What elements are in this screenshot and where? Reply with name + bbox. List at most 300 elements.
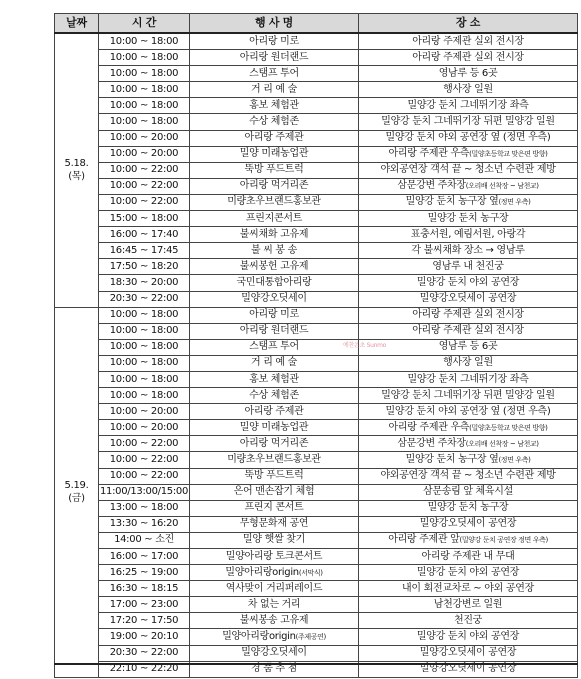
event-cell: [190, 500, 359, 516]
time-text: 10:00 ~ 18:00: [109, 389, 179, 401]
table-row: [55, 227, 578, 243]
table-row: [55, 82, 578, 98]
time-cell: [99, 500, 190, 516]
schedule-body: [55, 33, 578, 677]
place-cell: [359, 597, 578, 613]
event-text: 아리랑 원더랜드: [239, 51, 309, 63]
place-text: 밀양강 둔치 농구장 옆: [405, 453, 499, 465]
event-cell: [190, 565, 359, 581]
table-row: [55, 532, 578, 548]
place-cell: [359, 629, 578, 645]
place-cell: [359, 420, 578, 436]
time-text: 10:00 ~ 18:00: [109, 83, 179, 95]
table-row: [55, 371, 578, 387]
time-text: 14:00 ~ 소진: [114, 534, 174, 546]
place-cell: [359, 339, 578, 355]
time-text: 10:00 ~ 18:00: [109, 325, 179, 337]
place-cell: [359, 291, 578, 307]
place-cell: [359, 211, 578, 227]
time-text: 15:00 ~ 18:00: [109, 212, 179, 224]
table-row: [55, 549, 578, 565]
place-text: 밀양강 둔치 야외 공연장 옆 (정면 우측): [385, 132, 551, 144]
time-cell: [99, 66, 190, 82]
time-text: 10:00 ~ 20:00: [109, 421, 179, 433]
time-cell: [99, 194, 190, 210]
time-text: 10:00 ~ 18:00: [109, 341, 179, 353]
event-text: 홍보 체험관: [249, 373, 299, 385]
time-text: 10:00 ~ 22:00: [109, 196, 179, 208]
event-cell: [190, 291, 359, 307]
place-cell: [359, 404, 578, 420]
place-text: 아리랑 주제관 앞: [388, 534, 460, 546]
time-cell: [99, 371, 190, 387]
place-text: 야외공연장 객석 끝 ~ 청소년 수련관 제방: [380, 470, 556, 482]
place-text: 밀양강 둔치 그네뛰기장 좌측: [407, 373, 529, 385]
date-label: 5.19.: [64, 480, 89, 492]
time-cell: [99, 581, 190, 597]
time-cell: [99, 549, 190, 565]
time-cell: [99, 50, 190, 66]
table-row: [55, 66, 578, 82]
time-cell: [99, 146, 190, 162]
table-bottom-rule: [54, 663, 578, 665]
table-row: [55, 436, 578, 452]
time-text: 20:30 ~ 22:00: [109, 647, 179, 659]
event-cell: [190, 549, 359, 565]
place-note: (오리배 선착장 ~ 남천교): [465, 439, 539, 448]
time-cell: [99, 33, 190, 50]
event-text: 불 씨 봉 송: [250, 244, 298, 256]
time-cell: [99, 98, 190, 114]
event-cell: [190, 355, 359, 371]
place-cell: [359, 452, 578, 468]
place-cell: [359, 50, 578, 66]
time-cell: [99, 227, 190, 243]
time-cell: [99, 516, 190, 532]
table-row: [55, 388, 578, 404]
place-cell: [359, 130, 578, 146]
event-note: (서막식): [298, 568, 323, 577]
place-text: 영남루 등 6곳: [438, 67, 498, 79]
place-note: (정면 우측): [498, 455, 531, 464]
event-cell: [190, 468, 359, 484]
table-row: [55, 259, 578, 275]
table-row: [55, 581, 578, 597]
time-text: 10:00 ~ 22:00: [109, 180, 179, 192]
event-cell: [190, 211, 359, 227]
header-date: 날짜: [55, 14, 99, 34]
event-cell: [190, 243, 359, 259]
event-cell: [190, 645, 359, 661]
table-row: [55, 645, 578, 661]
place-text: 영남루 등 6곳: [438, 341, 498, 353]
table-row: [55, 243, 578, 259]
place-note: (밀양초등학교 맞은편 방향): [469, 423, 548, 432]
event-text: 아리랑 먹거리존: [239, 437, 309, 449]
time-text: 13:00 ~ 18:00: [109, 502, 179, 514]
time-cell: [99, 613, 190, 629]
table-row: [55, 130, 578, 146]
time-cell: [99, 114, 190, 130]
place-text: 행사장 일원: [443, 357, 493, 369]
place-text: 밀양강오딧세이 공연장: [419, 647, 517, 659]
event-text: 역사맞이 거리퍼레이드: [225, 582, 323, 594]
event-text: 아리랑 주제관: [244, 132, 304, 144]
place-text: 밀양강 둔치 그네뛰기장 뒤편 밀양강 일원: [381, 116, 555, 128]
event-cell: [190, 162, 359, 178]
event-text: 경 품 추 첨: [250, 663, 298, 675]
place-text: 행사장 일원: [443, 83, 493, 95]
place-text: 표충서원, 예림서원, 아랑각: [410, 228, 526, 240]
place-text: 아리랑 주제관 실외 전시장: [412, 35, 524, 47]
table-row: [55, 404, 578, 420]
event-text: 밀양 미래농업관: [239, 421, 309, 433]
time-cell: [99, 645, 190, 661]
event-text: 미량초우브랜드홍보관: [227, 453, 321, 465]
date-cell: [55, 33, 99, 307]
table-row: [55, 355, 578, 371]
event-cell: [190, 130, 359, 146]
place-cell: [359, 98, 578, 114]
time-text: 10:00 ~ 18:00: [109, 373, 179, 385]
time-text: 16:30 ~ 18:15: [109, 582, 179, 594]
table-row: [55, 323, 578, 339]
time-cell: [99, 597, 190, 613]
time-text: 17:00 ~ 23:00: [109, 598, 179, 610]
place-cell: [359, 66, 578, 82]
event-text: 거 리 예 술: [250, 357, 298, 369]
event-text: 아리랑 먹거리존: [239, 180, 309, 192]
place-note: (오리배 선착장 ~ 남천교): [465, 182, 539, 191]
event-cell: [190, 597, 359, 613]
table-row: [55, 291, 578, 307]
place-text: 영남루 내 천진궁: [432, 260, 504, 272]
weekday-label: (금): [68, 493, 85, 505]
table-row: [55, 420, 578, 436]
table-row: [55, 114, 578, 130]
time-text: 10:00 ~ 20:00: [109, 132, 179, 144]
time-text: 17:20 ~ 17:50: [109, 614, 179, 626]
time-text: 10:00 ~ 22:00: [109, 164, 179, 176]
place-cell: [359, 484, 578, 500]
time-cell: [99, 82, 190, 98]
header-place: 장 소: [359, 14, 578, 34]
place-cell: [359, 371, 578, 387]
time-cell: [99, 484, 190, 500]
place-cell: [359, 194, 578, 210]
place-text: 각 불씨채화 장소 → 영남루: [411, 244, 525, 256]
place-cell: [359, 323, 578, 339]
event-text: 뚝방 푸드트럭: [244, 164, 304, 176]
event-text: 아리랑 미로: [249, 309, 299, 321]
place-text: 밀양강 둔치 그네뛰기장 뒤편 밀양강 일원: [381, 389, 555, 401]
time-cell: [99, 388, 190, 404]
time-text: 10:00 ~ 22:00: [109, 437, 179, 449]
event-text: 미량초우브랜드홍보관: [227, 196, 321, 208]
event-cell: [190, 629, 359, 645]
place-note: (정면 우측): [498, 198, 531, 207]
event-cell: [190, 307, 359, 323]
event-text: 불씨봉송 고유제: [239, 614, 309, 626]
event-cell: [190, 227, 359, 243]
table-row: [55, 33, 578, 50]
table-row: [55, 597, 578, 613]
table-row: [55, 98, 578, 114]
event-cell: [190, 114, 359, 130]
time-cell: [99, 452, 190, 468]
event-cell: [190, 436, 359, 452]
place-text: 아리랑 주제관 내 무대: [421, 550, 515, 562]
time-text: 10:00 ~ 18:00: [109, 67, 179, 79]
watermark-stamp: 예찬온초 Sunmo: [343, 342, 387, 349]
place-text: 밀양강 둔치 농구장: [427, 212, 509, 224]
event-cell: [190, 404, 359, 420]
place-cell: [359, 259, 578, 275]
place-cell: [359, 532, 578, 548]
event-cell: [190, 323, 359, 339]
event-text: 차 없는 거리: [247, 598, 301, 610]
place-text: 밀양강 둔치 야외 공연장: [416, 566, 520, 578]
table-row: [55, 50, 578, 66]
time-text: 10:00 ~ 18:00: [109, 357, 179, 369]
time-text: 19:00 ~ 20:10: [109, 631, 179, 643]
event-text: 프린지 콘서트: [244, 502, 304, 514]
place-cell: [359, 146, 578, 162]
event-text: 수상 체험존: [249, 116, 299, 128]
place-cell: [359, 516, 578, 532]
event-cell: [190, 388, 359, 404]
place-cell: [359, 243, 578, 259]
place-cell: [359, 549, 578, 565]
event-cell: [190, 275, 359, 291]
event-cell: [190, 452, 359, 468]
time-text: 18:30 ~ 20:00: [109, 276, 179, 288]
time-text: 20:30 ~ 22:00: [109, 293, 179, 305]
time-text: 10:00 ~ 18:00: [109, 35, 179, 47]
event-cell: [190, 484, 359, 500]
place-cell: [359, 114, 578, 130]
event-cell: [190, 613, 359, 629]
table-row: [55, 178, 578, 194]
event-cell: [190, 178, 359, 194]
place-cell: [359, 178, 578, 194]
time-cell: [99, 468, 190, 484]
time-cell: [99, 404, 190, 420]
place-cell: [359, 227, 578, 243]
place-cell: [359, 581, 578, 597]
header-time: 시 간: [99, 14, 190, 34]
place-cell: [359, 468, 578, 484]
event-text: 불씨채화 고유제: [239, 228, 309, 240]
event-cell: [190, 339, 359, 355]
table-row: [55, 339, 578, 355]
table-row: [55, 194, 578, 210]
time-cell: [99, 307, 190, 323]
table-row: [55, 484, 578, 500]
schedule-table: [54, 13, 578, 678]
time-cell: [99, 291, 190, 307]
event-text: 아리랑 주제관: [244, 405, 304, 417]
event-cell: [190, 194, 359, 210]
event-text: 무형문화재 공연: [239, 518, 309, 530]
place-text: 아리랑 주제관 실외 전시장: [412, 325, 524, 337]
time-text: 17:50 ~ 18:20: [109, 260, 179, 272]
place-cell: [359, 436, 578, 452]
time-cell: [99, 243, 190, 259]
place-text: 야외공연장 객석 끝 ~ 청소년 수련관 제방: [380, 164, 556, 176]
place-cell: [359, 355, 578, 371]
place-text: 내이 회전교차로 ~ 야외 공연장: [402, 582, 534, 594]
event-cell: [190, 371, 359, 387]
event-text: 밀양 햇쌀 찾기: [243, 534, 305, 546]
time-cell: [99, 532, 190, 548]
time-text: 10:00 ~ 22:00: [109, 470, 179, 482]
event-cell: [190, 82, 359, 98]
place-cell: [359, 388, 578, 404]
date-cell: [55, 307, 99, 677]
event-text: 프린지콘서트: [245, 212, 303, 224]
time-text: 13:30 ~ 16:20: [109, 518, 179, 530]
header-event: 행 사 명: [190, 14, 359, 34]
place-text: 아리랑 주제관 실외 전시장: [412, 51, 524, 63]
event-text: 뚝방 푸드트럭: [244, 470, 304, 482]
table-row: [55, 516, 578, 532]
table-row: [55, 275, 578, 291]
place-cell: [359, 613, 578, 629]
place-cell: [359, 162, 578, 178]
time-cell: [99, 323, 190, 339]
time-cell: [99, 339, 190, 355]
time-text: 10:00 ~ 18:00: [109, 99, 179, 111]
place-cell: [359, 33, 578, 50]
event-text: 밀양 미래농업관: [239, 148, 309, 160]
time-cell: [99, 420, 190, 436]
event-text: 밀양강오딧세이: [241, 293, 307, 305]
time-text: 22:10 ~ 22:20: [109, 663, 179, 675]
place-text: 아리랑 주제관 우측: [388, 421, 470, 433]
place-note: (밀양강 둔치 공연장 정면 우측): [459, 536, 548, 545]
event-text: 아리랑 미로: [249, 35, 299, 47]
event-text: 밀양강오딧세이: [241, 647, 307, 659]
time-cell: [99, 275, 190, 291]
place-text: 삼문강변 주차장: [397, 437, 466, 449]
event-text: 홍보 체험관: [249, 99, 299, 111]
time-cell: [99, 211, 190, 227]
place-text: 남천강변로 일원: [433, 598, 503, 610]
time-cell: [99, 259, 190, 275]
event-text: 스탬프 투어: [249, 341, 299, 353]
place-text: 밀양강 둔치 야외 공연장: [416, 631, 520, 643]
place-note: (밀양초등학교 맞은편 방향): [469, 150, 548, 159]
place-cell: [359, 645, 578, 661]
event-text: 거 리 예 술: [250, 83, 298, 95]
event-text: 밀양아리랑 토크콘서트: [225, 550, 323, 562]
table-row: [55, 500, 578, 516]
table-row: [55, 565, 578, 581]
time-cell: [99, 178, 190, 194]
time-cell: [99, 355, 190, 371]
table-row: [55, 468, 578, 484]
time-text: 10:00 ~ 18:00: [109, 309, 179, 321]
event-text: 은어 맨손잡기 체험: [233, 486, 315, 498]
place-text: 밀양강오딧세이 공연장: [419, 663, 517, 675]
event-cell: [190, 259, 359, 275]
date-label: 5.18.: [64, 158, 89, 170]
header-row: [55, 14, 578, 34]
place-text: 천진궁: [453, 614, 483, 626]
place-cell: [359, 500, 578, 516]
time-cell: [99, 565, 190, 581]
table-row: [55, 452, 578, 468]
time-text: 10:00 ~ 18:00: [109, 116, 179, 128]
event-text: 국민대통합아리랑: [236, 276, 312, 288]
time-text: 16:45 ~ 17:45: [109, 244, 179, 256]
time-text: 10:00 ~ 20:00: [109, 148, 179, 160]
time-text: 16:00 ~ 17:00: [109, 550, 179, 562]
place-text: 밀양강오딧세이 공연장: [419, 518, 517, 530]
time-text: 10:00 ~ 22:00: [109, 453, 179, 465]
event-cell: [190, 33, 359, 50]
place-text: 밀양강 둔치 야외 공연장 옆 (정면 우측): [385, 405, 551, 417]
table-row: [55, 146, 578, 162]
event-cell: [190, 581, 359, 597]
place-cell: [359, 307, 578, 323]
time-text: 16:00 ~ 17:40: [109, 228, 179, 240]
time-text: 10:00 ~ 20:00: [109, 405, 179, 417]
event-cell: [190, 532, 359, 548]
place-text: 밀양강 둔치 그네뛰기장 좌측: [407, 99, 529, 111]
table-row: [55, 629, 578, 645]
time-cell: [99, 629, 190, 645]
place-text: 아리랑 주제관 우측: [388, 148, 470, 160]
event-note: (주제공연): [295, 633, 326, 642]
event-cell: [190, 146, 359, 162]
weekday-label: (목): [68, 171, 85, 183]
place-cell: [359, 275, 578, 291]
table-row: [55, 211, 578, 227]
time-text: 10:00 ~ 18:00: [109, 51, 179, 63]
place-text: 밀양강오딧세이 공연장: [419, 293, 517, 305]
event-cell: [190, 420, 359, 436]
place-cell: [359, 82, 578, 98]
time-cell: [99, 436, 190, 452]
place-text: 삼문송림 앞 체육시설: [423, 486, 513, 498]
event-text: 불씨봉헌 고유제: [239, 260, 309, 272]
place-text: 삼문강변 주차장: [397, 180, 466, 192]
event-text: 아리랑 원더랜드: [239, 325, 309, 337]
place-text: 밀양강 둔치 농구장: [427, 502, 509, 514]
time-text: 11:00/13:00/15:00: [99, 486, 189, 498]
time-cell: [99, 162, 190, 178]
time-cell: [99, 130, 190, 146]
event-cell: [190, 66, 359, 82]
place-text: 아리랑 주제관 실외 전시장: [412, 309, 524, 321]
place-text: 밀양강 둔치 농구장 옆: [405, 196, 499, 208]
table-row: [55, 613, 578, 629]
time-text: 16:25 ~ 19:00: [109, 566, 179, 578]
place-cell: [359, 565, 578, 581]
table-row: [55, 162, 578, 178]
event-text: 수상 체험존: [249, 389, 299, 401]
table-row: [55, 307, 578, 323]
event-cell: [190, 98, 359, 114]
event-text: 밀양아리랑origin: [225, 566, 299, 578]
event-text: 밀양아리랑origin: [222, 631, 296, 643]
place-text: 밀양강 둔치 야외 공연장: [416, 276, 520, 288]
event-text: 스탬프 투어: [249, 67, 299, 79]
event-cell: [190, 516, 359, 532]
event-cell: [190, 50, 359, 66]
